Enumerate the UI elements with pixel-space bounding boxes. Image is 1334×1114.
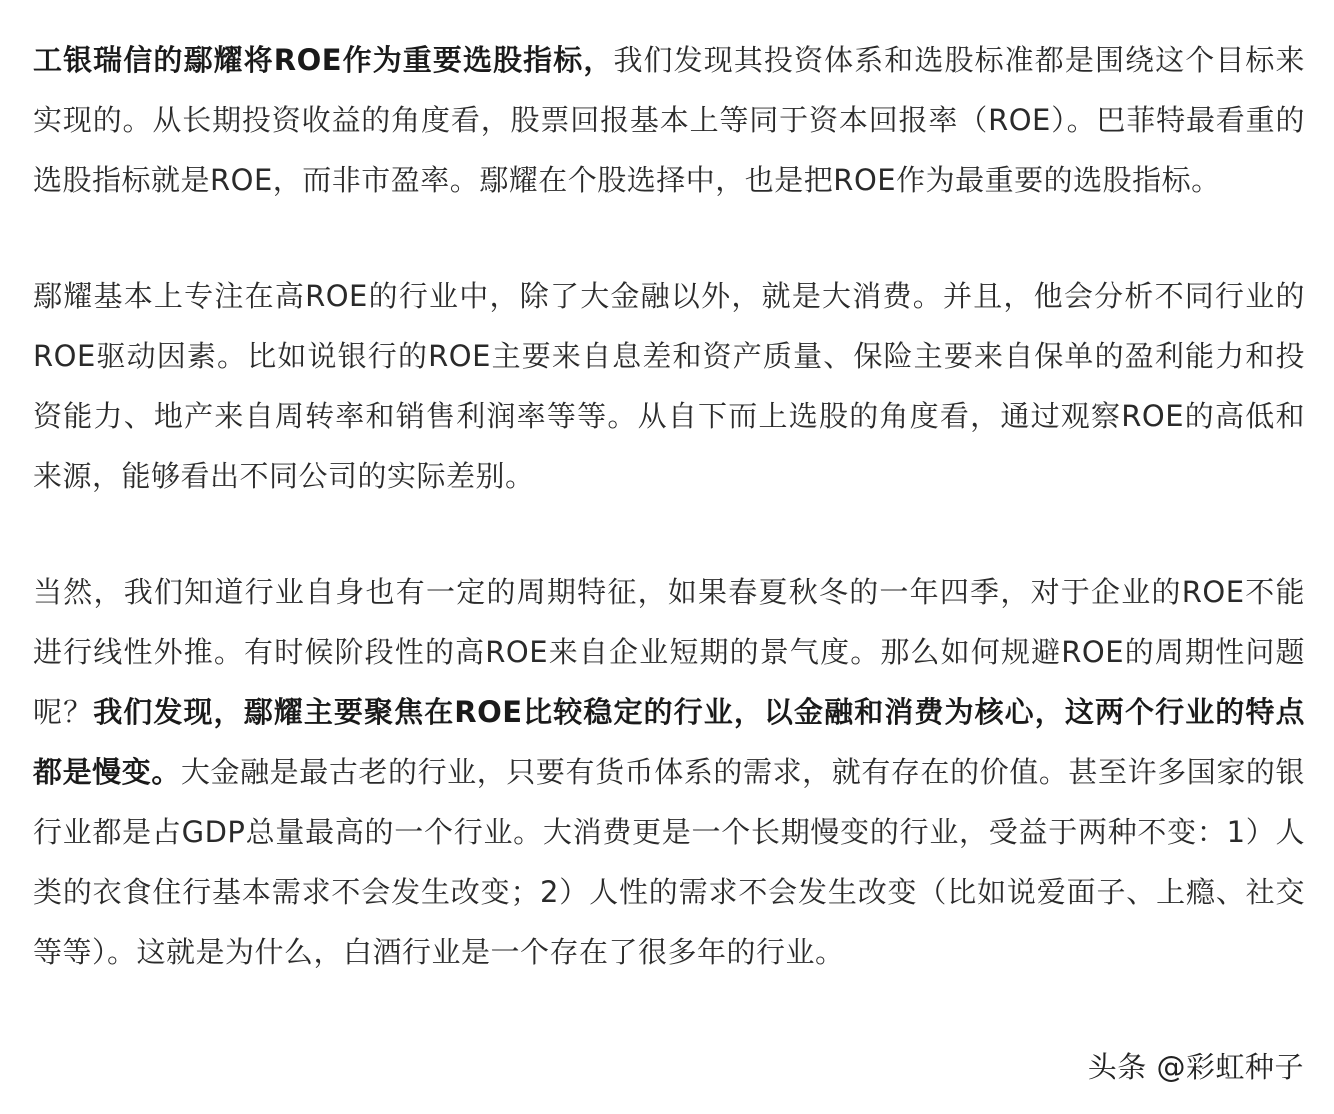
- paragraph-text: 大金融是最古老的行业，只要有货币体系的需求，就有存在的价值。甚至许多国家的银行业都是占GDP总量最高的一个行业。大消费更是一个长期慢变的行业，受益于两种不变：1）人类的衣食住行基本需求不会发生改变；2）人性的需求不会发生改变（比如说爱面子、上瘾、社交等等）。这就是为什么，白酒行业是一个存在了很多年的行业。: [33, 755, 1305, 969]
- paragraph-text: 我们发现其投资体系和选股标准都是围绕这个目标来实现的。从长期投资收益的角度看，股票回报基本上等同于资本回报率（ROE）。巴菲特最看重的选股指标就是ROE，而非市盈率。鄢耀在个股选择中，也是把ROE作为最重要的选股指标。: [33, 43, 1305, 197]
- bold-lead-text: 工银瑞信的鄢耀将ROE作为重要选股指标，: [33, 43, 614, 77]
- paragraph-text: 鄢耀基本上专注在高ROE的行业中，除了大金融以外，就是大消费。并且，他会分析不同行业的ROE驱动因素。比如说银行的ROE主要来自息差和资产质量、保险主要来自保单的盈利能力和投资能力、地产来自周转率和销售利润率等等。从自下而上选股的角度看，通过观察ROE的高低和来源，能够看出不同公司的实际差别。: [33, 279, 1305, 493]
- paragraph-1: [33, 30, 1305, 210]
- paragraph-2: [33, 266, 1305, 506]
- bold-highlight-text: 我们发现，鄢耀主要聚焦在ROE比较稳定的行业，以金融和消费为核心，这两个行业的特点都是慢变。: [33, 695, 1305, 789]
- article-body: [33, 30, 1305, 982]
- watermark: 头条 @彩虹种子: [1087, 1050, 1304, 1084]
- paragraph-text: 当然，我们知道行业自身也有一定的周期特征，如果春夏秋冬的一年四季，对于企业的ROE不能进行线性外推。有时候阶段性的高ROE来自企业短期的景气度。那么如何规避ROE的周期性问题呢？: [33, 575, 1305, 729]
- paragraph-3: [33, 562, 1305, 982]
